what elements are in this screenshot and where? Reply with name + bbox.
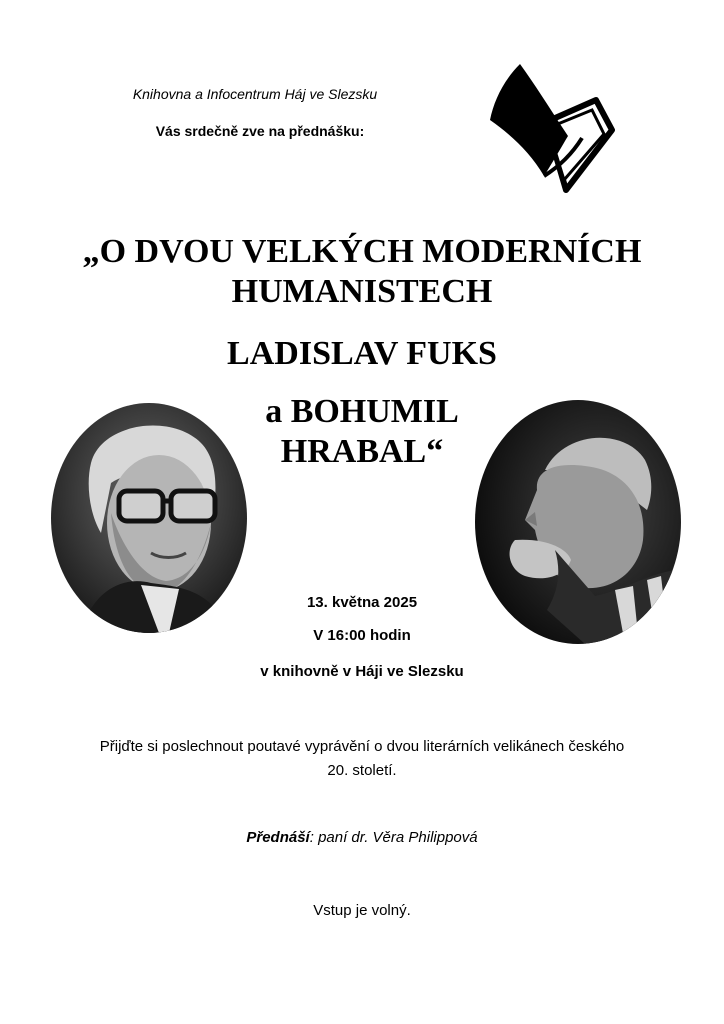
open-book-icon [486, 62, 616, 194]
lecturer-name: : paní dr. Věra Philippová [309, 829, 478, 846]
organizer-name: Knihovna a Infocentrum Háj ve Slezsku [132, 86, 378, 102]
entry-info: Vstup je volný. [313, 902, 411, 919]
description-line-1: Přijďte si poslechnout poutavé vyprávění o dvou literárních velikánech českého [99, 738, 625, 755]
event-place: v knihovně v Háji ve Slezsku [260, 663, 464, 680]
title-line-5: HRABAL“ [280, 433, 444, 470]
lecturer-label: Přednáší [246, 829, 310, 846]
lecturer [60, 829, 664, 846]
title-line-4: a BOHUMIL [265, 393, 459, 430]
title-line-2: HUMANISTECH [231, 273, 493, 310]
invitation-text: Vás srdečně zve na přednášku: [155, 123, 365, 139]
event-date: 13. května 2025 [306, 594, 418, 611]
event-time: V 16:00 hodin [313, 627, 411, 644]
description-line-2: 20. století. [327, 762, 397, 779]
title-line-1: „O DVOU VELKÝCH MODERNÍCH [82, 233, 642, 270]
event-description [30, 735, 694, 783]
title-line-3: LADISLAV FUKS [227, 335, 497, 372]
